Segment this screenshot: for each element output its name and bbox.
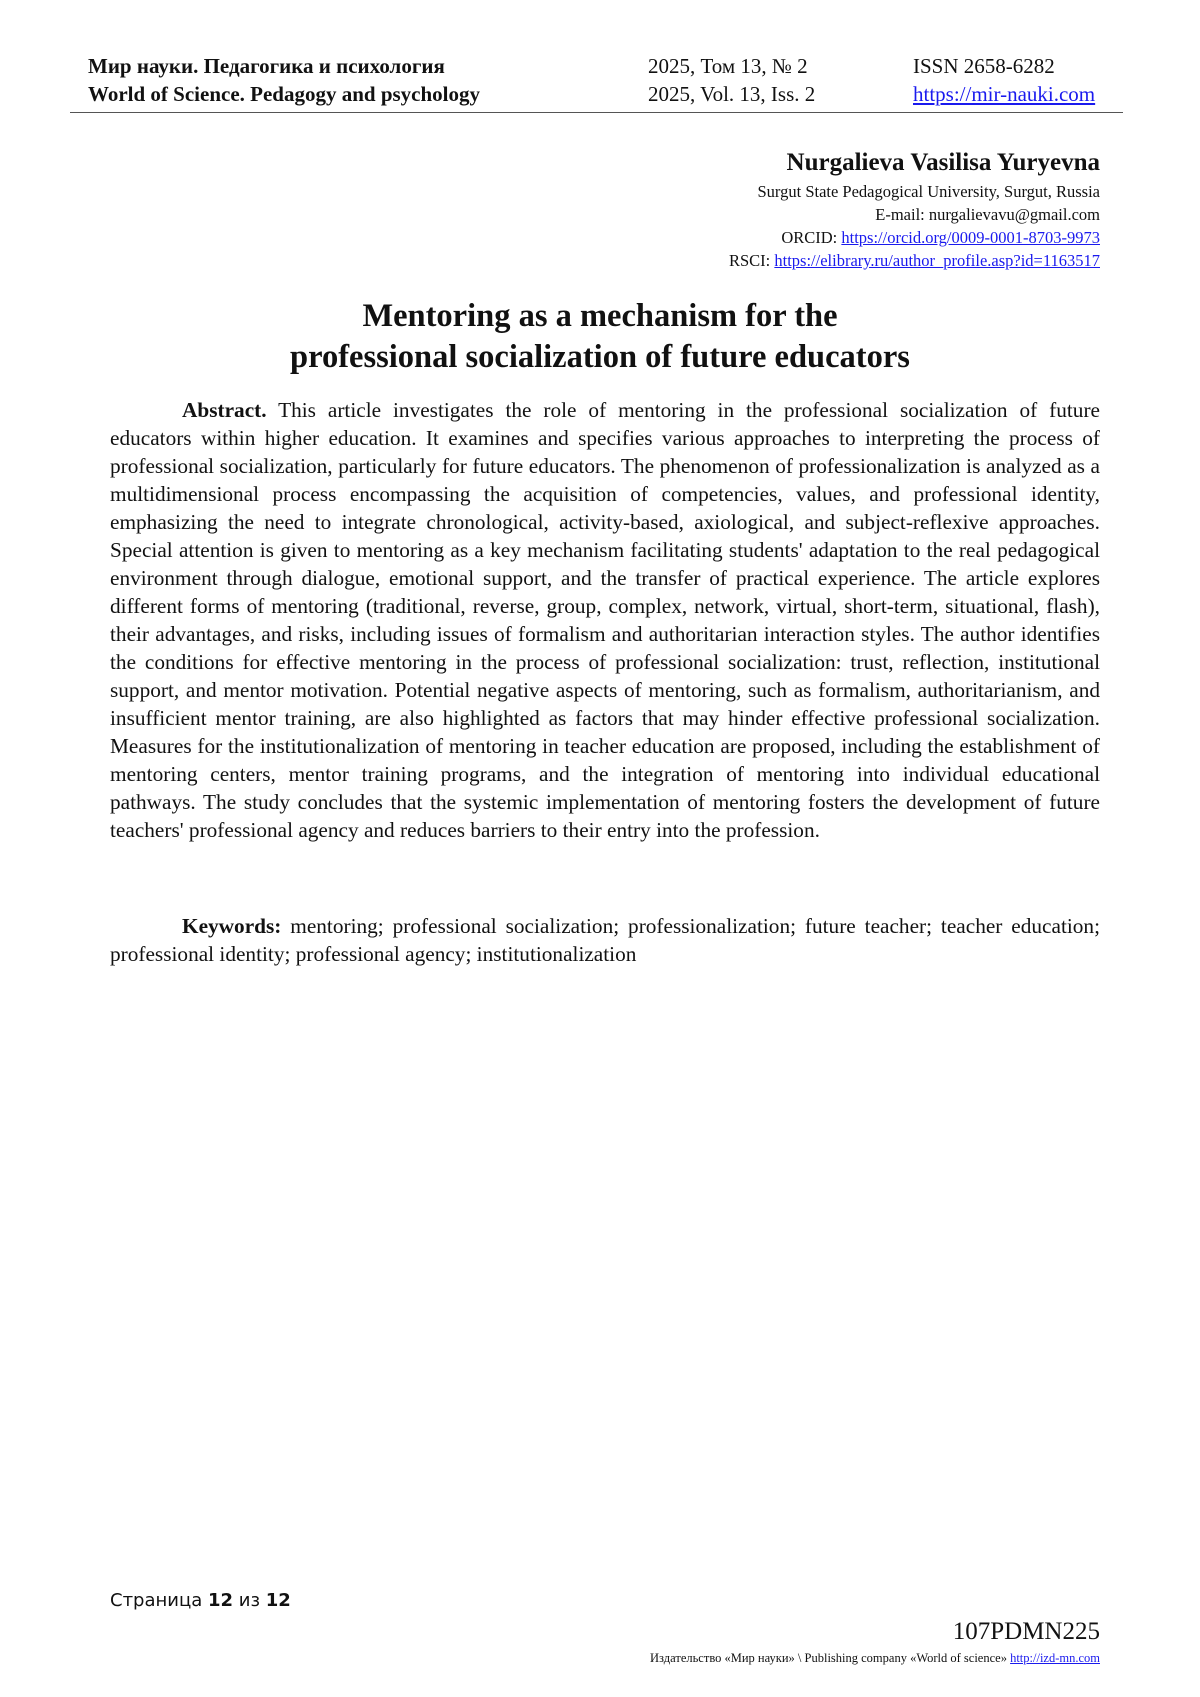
running-header — [88, 52, 1120, 108]
article-title — [100, 296, 1100, 378]
page-word: Страница — [110, 1590, 208, 1611]
rsci-label: RSCI: — [728, 251, 775, 270]
keywords-paragraph — [110, 912, 1100, 968]
issn: ISSN 2658-6282 — [913, 54, 1055, 78]
orcid-link[interactable]: https://orcid.org/0009-0001-8703-9973 — [841, 228, 1100, 247]
title-line-1: Mentoring as a mechanism for the — [362, 298, 838, 334]
header-row-ru — [88, 52, 1120, 80]
page-of: из — [233, 1590, 266, 1611]
rsci-link[interactable]: https://elibrary.ru/author_profile.asp?id=1163517 — [774, 251, 1100, 270]
page-current: 12 — [207, 1590, 234, 1611]
journal-title-en: World of Science. Pedagogy and psychology — [88, 82, 481, 106]
publisher-text: Издательство «Мир науки» \ Publishing company «World of science» — [650, 1651, 1011, 1665]
keywords-text: mentoring; professional socialization; professionalization; future teacher; teacher education; professional identity; professional agency; institutionalization — [110, 914, 1100, 966]
author-name: Nurgalieva Vasilisa Yuryevna — [786, 149, 1100, 176]
journal-title-ru: Мир науки. Педагогика и психология — [88, 54, 445, 78]
header-divider — [70, 112, 1123, 113]
author-block — [729, 146, 1100, 272]
author-affiliation: Surgut State Pedagogical University, Surgut, Russia — [757, 182, 1100, 201]
author-email: E-mail: nurgalievavu@gmail.com — [875, 205, 1100, 224]
author-rsci — [729, 249, 1100, 272]
issue-info-ru: 2025, Том 13, № 2 — [648, 54, 808, 78]
issue-info-en: 2025, Vol. 13, Iss. 2 — [648, 82, 816, 106]
abstract-paragraph — [110, 396, 1100, 844]
page-total: 12 — [265, 1590, 291, 1611]
publisher-line — [650, 1651, 1100, 1666]
header-row-en — [88, 80, 1120, 108]
abstract-text: This article investigates the role of mentoring in the professional socialization of future educators within higher education. It examines and specifies various approaches to interpreting the process of professional socialization, particularly for future educators. The phenomenon of professionalization is analyzed as a multidimensional process encompassing the acquisition of competencies, values, and professional identity, emphasizing the need to integrate chronological, activity-based, axiological, and subject-reflexive approaches. Special attention is given to mentoring as a key mechanism facilitating students' adaptation to the real pedagogical environment through dialogue, emotional support, and the transfer of practical experience. The article explores different forms of mentoring (traditional, reverse, group, complex, network, virtual, short-term, situational, flash), their advantages, and risks, including issues of formalism and authoritarian interaction styles. The author identifies the conditions for effective mentoring in the process of professional socialization: trust, reflection, institutional support, and mentor motivation. Potential negative aspects of mentoring, such as formalism, authoritarianism, and insufficient mentor training, are also highlighted as factors that may hinder effective professional socialization. Measures for the institutionalization of mentoring in teacher education are proposed, including the establishment of mentoring centers, mentor training programs, and the integration of mentoring into individual educational pathways. The study concludes that the systemic implementation of mentoring fosters the development of future teachers' professional agency and reduces barriers to their entry into the profession. — [110, 398, 1100, 842]
article-code: 107PDMN225 — [952, 1618, 1100, 1645]
title-line-2: professional socialization of future educators — [290, 339, 910, 375]
publisher-link[interactable]: http://izd-mn.com — [1010, 1651, 1100, 1665]
orcid-label: ORCID: — [781, 228, 842, 247]
keywords-label: Keywords: — [182, 914, 282, 938]
author-orcid — [729, 226, 1100, 249]
journal-site-link[interactable]: https://mir-nauki.com — [913, 82, 1096, 106]
page-indicator — [110, 1590, 291, 1611]
abstract-label: Abstract. — [182, 398, 267, 422]
